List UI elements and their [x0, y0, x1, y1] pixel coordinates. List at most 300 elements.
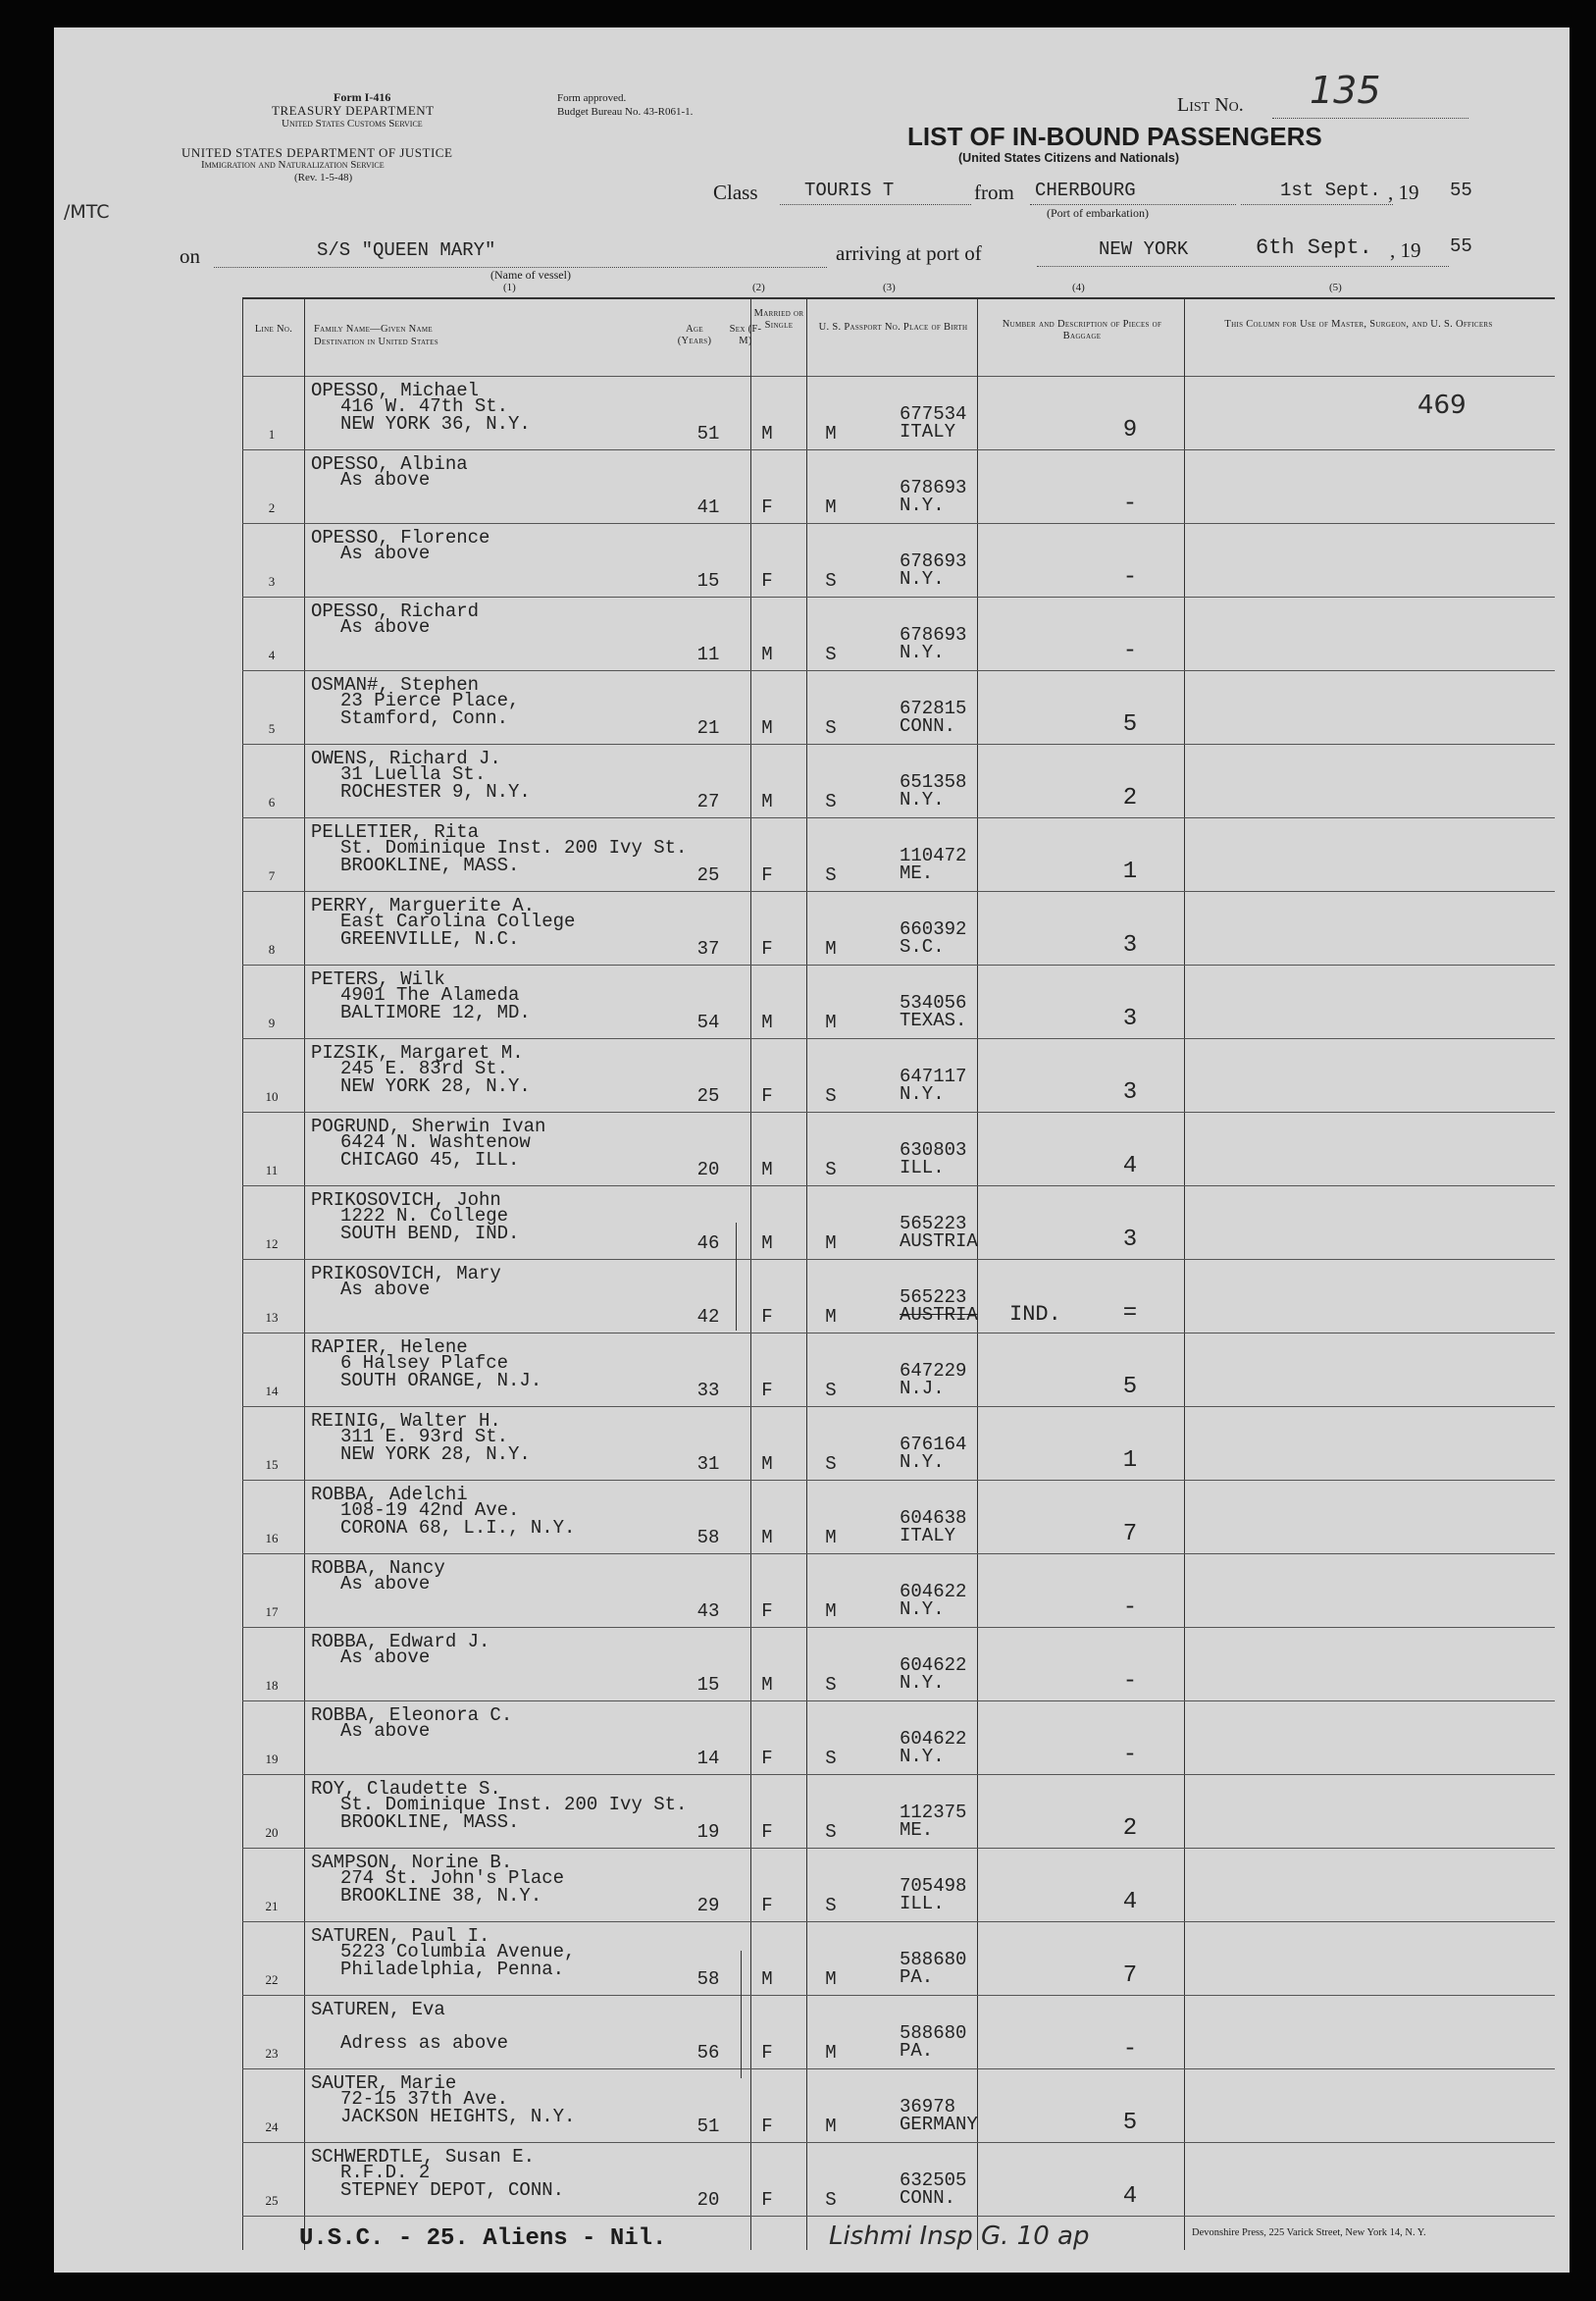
passport-number: 534056: [900, 992, 967, 1014]
arrival-date: 6th Sept.: [1256, 235, 1372, 260]
sex-value: F: [761, 1748, 773, 1769]
address-line-2: Stamford, Conn.: [340, 707, 509, 729]
place-of-birth: N.J.: [900, 1378, 945, 1399]
sex-value: F: [761, 1821, 773, 1843]
sex-value: M: [761, 1159, 773, 1180]
table-row: [242, 1627, 1555, 1700]
column-number-3: (3): [883, 282, 896, 293]
place-of-birth: N.Y.: [900, 642, 945, 663]
marital-status: M: [825, 497, 837, 518]
passport-number: 565223: [900, 1286, 967, 1308]
from-value: CHERBOURG: [1035, 180, 1136, 201]
passenger-name: OPESSO, Albina: [311, 453, 468, 475]
place-of-birth: CONN.: [900, 715, 956, 737]
sex-value: M: [761, 1527, 773, 1548]
passenger-name: SAUTER, Marie: [311, 2072, 457, 2094]
class-line: [780, 204, 971, 205]
address-line-1: 311 E. 93rd St.: [340, 1426, 509, 1447]
vessel-name: S/S "QUEEN MARY": [317, 239, 496, 261]
table-row: [242, 1038, 1555, 1112]
printer-imprint: Devonshire Press, 225 Varick Street, New York 14, N. Y.: [1192, 2227, 1426, 2238]
passenger-name: OWENS, Richard J.: [311, 748, 501, 769]
place-of-birth: N.Y.: [900, 1672, 945, 1694]
place-of-birth: ITALY: [900, 1525, 956, 1546]
passport-number: 705498: [900, 1875, 967, 1897]
marital-status: M: [825, 2042, 837, 2064]
ins-line: Immigration and Naturalization Service: [201, 159, 385, 171]
passenger-name: PIZSIK, Margaret M.: [311, 1042, 524, 1064]
table-row: [242, 1406, 1555, 1480]
class-label: Class: [713, 181, 758, 204]
baggage-count: -: [1122, 1742, 1138, 1768]
marital-status: S: [825, 1821, 837, 1843]
address-line-2: BROOKLINE, MASS.: [340, 855, 520, 876]
margin-note: /MTC: [64, 201, 110, 223]
address-line-2: BROOKLINE, MASS.: [340, 1811, 520, 1833]
sex-value: F: [761, 2116, 773, 2137]
place-of-birth: ME.: [900, 1819, 934, 1841]
arrival-year: 55: [1450, 235, 1472, 257]
baggage-count: 3: [1122, 1227, 1138, 1253]
place-of-birth: ITALY: [900, 421, 956, 443]
passenger-name: REINIG, Walter H.: [311, 1410, 501, 1432]
table-row: [242, 670, 1555, 744]
place-of-birth: N.Y.: [900, 1746, 945, 1767]
header-sex: Sex (F-M): [729, 324, 762, 346]
header-age: Age (Years): [677, 324, 712, 346]
table-row: [242, 1333, 1555, 1406]
marital-status: M: [825, 1306, 837, 1328]
header-officers: This Column for Use of Master, Surgeon, and U. S. Officers: [1224, 319, 1493, 330]
table-row: [242, 449, 1555, 523]
age-value: 11: [696, 644, 720, 665]
place-of-birth: PA.: [900, 1966, 934, 1988]
passport-number: 565223: [900, 1213, 967, 1234]
passport-number: 672815: [900, 698, 967, 719]
line-number: 24: [265, 2119, 279, 2134]
marital-status: M: [825, 423, 837, 445]
age-value: 31: [696, 1453, 720, 1475]
place-of-birth: N.Y.: [900, 495, 945, 516]
line-number: 5: [268, 721, 276, 736]
family-bracket: [726, 1223, 737, 1331]
passenger-name: ROY, Claudette S.: [311, 1778, 501, 1800]
address-line-1: East Carolina College: [340, 911, 576, 932]
line-number: 21: [265, 1899, 279, 1913]
marital-status: M: [825, 1968, 837, 1990]
passenger-name: SCHWERDTLE, Susan E.: [311, 2146, 536, 2168]
baggage-count: 5: [1122, 2110, 1138, 2136]
column-number-4: (4): [1072, 282, 1085, 293]
passenger-name: OSMAN#, Stephen: [311, 674, 480, 696]
place-of-birth: N.Y.: [900, 1083, 945, 1105]
place-of-birth: N.Y.: [900, 789, 945, 811]
sex-value: F: [761, 497, 773, 518]
table-row: [242, 1700, 1555, 1774]
baggage-count: 5: [1122, 1374, 1138, 1400]
sex-value: F: [761, 938, 773, 960]
address-line-2: JACKSON HEIGHTS, N.Y.: [340, 2106, 576, 2127]
age-value: 54: [696, 1012, 720, 1033]
passport-number: 632505: [900, 2170, 967, 2191]
address-line-1: 6424 N. Washtenow: [340, 1131, 531, 1153]
line-number: 12: [265, 1236, 279, 1251]
column-number-1: (1): [503, 282, 516, 293]
passenger-name: OPESSO, Michael: [311, 380, 480, 401]
address-line-1: As above: [340, 1647, 431, 1668]
address-line-1: 23 Pierce Place,: [340, 690, 520, 711]
age-value: 51: [696, 2116, 720, 2137]
address-line-1: 1222 N. College: [340, 1205, 509, 1227]
passport-number: 630803: [900, 1139, 967, 1161]
page-subtitle: (United States Citizens and Nationals): [958, 151, 1180, 165]
header-line-no: Line No.: [254, 324, 293, 335]
table-row: [242, 523, 1555, 597]
sex-value: M: [761, 1012, 773, 1033]
sex-value: M: [761, 717, 773, 739]
column-number-5: (5): [1329, 282, 1342, 293]
header-baggage: Number and Description of Pieces of Baggage: [1002, 319, 1162, 341]
marital-status: S: [825, 1453, 837, 1475]
table-row: [242, 1921, 1555, 1995]
baggage-count: 4: [1122, 1153, 1138, 1179]
address-line-2: SOUTH BEND, IND.: [340, 1223, 520, 1244]
line-number: 8: [268, 942, 276, 957]
line-number: 2: [268, 500, 276, 515]
sex-value: M: [761, 1968, 773, 1990]
table-row: [242, 1259, 1555, 1333]
table-row: [242, 965, 1555, 1038]
passport-number: 604638: [900, 1507, 967, 1529]
baggage-count: 2: [1122, 785, 1138, 811]
address-line-1: 5223 Columbia Avenue,: [340, 1941, 576, 1962]
marital-status: M: [825, 2116, 837, 2137]
address-line-1: St. Dominique Inst. 200 Ivy St.: [340, 1794, 688, 1815]
place-of-birth: AUSTRIA: [900, 1230, 978, 1252]
age-value: 15: [696, 1674, 720, 1696]
passenger-name: SATUREN, Eva: [311, 1999, 445, 2020]
address-line-1: St. Dominique Inst. 200 Ivy St.: [340, 837, 688, 859]
line-number: 1: [268, 427, 276, 442]
line-number: 4: [268, 648, 276, 662]
passport-number: 647117: [900, 1066, 967, 1087]
line-number: 14: [265, 1384, 279, 1398]
passenger-name: PELLETIER, Rita: [311, 821, 480, 843]
sex-value: M: [761, 1674, 773, 1696]
address-line-1: As above: [340, 469, 431, 491]
passport-number: 604622: [900, 1581, 967, 1602]
line-number: 7: [268, 868, 276, 883]
passenger-name: OPESSO, Richard: [311, 601, 480, 622]
arrival-port: NEW YORK: [1099, 238, 1189, 260]
age-value: 19: [696, 1821, 720, 1843]
row-divider: [242, 2216, 1555, 2217]
budget-bureau: Budget Bureau No. 43-R061-1.: [557, 106, 694, 118]
passenger-name: SAMPSON, Norine B.: [311, 1852, 513, 1873]
line-number: 6: [268, 795, 276, 810]
passenger-name: PETERS, Wilk: [311, 968, 445, 990]
sex-value: F: [761, 1085, 773, 1107]
address-line-2: STEPNEY DEPOT, CONN.: [340, 2179, 565, 2201]
sex-value: M: [761, 791, 773, 812]
address-line-1: 416 W. 47th St.: [340, 395, 509, 417]
table-row: [242, 1480, 1555, 1553]
age-value: 43: [696, 1600, 720, 1622]
address-line-1: R.F.D. 2: [340, 2162, 431, 2183]
embark-year: 55: [1450, 180, 1472, 201]
address-line-1: As above: [340, 1573, 431, 1595]
age-value: 42: [696, 1306, 720, 1328]
sex-value: M: [761, 1232, 773, 1254]
revision-line: (Rev. 1-5-48): [294, 172, 353, 183]
age-value: 25: [696, 864, 720, 886]
table-row: [242, 1848, 1555, 1921]
marital-status: S: [825, 1085, 837, 1107]
baggage-count: 1: [1122, 859, 1138, 885]
address-line-2: ROCHESTER 9, N.Y.: [340, 781, 531, 803]
place-of-birth: PA.: [900, 2040, 934, 2062]
age-value: 37: [696, 938, 720, 960]
passport-number: 676164: [900, 1434, 967, 1455]
line-number: 11: [265, 1163, 279, 1177]
line-number: 18: [265, 1678, 279, 1693]
place-of-birth: N.Y.: [900, 1451, 945, 1473]
baggage-count: 7: [1122, 1521, 1138, 1547]
address-line-2: CORONA 68, L.I., N.Y.: [340, 1517, 576, 1539]
passport-number: 677534: [900, 403, 967, 425]
from-label: from: [974, 181, 1014, 204]
justice-heading: UNITED STATES DEPARTMENT OF JUSTICE: [181, 145, 453, 160]
birth-correction: IND.: [1009, 1302, 1061, 1327]
baggage-count: -: [1122, 491, 1138, 517]
address-line-1: 6 Halsey Plafce: [340, 1352, 509, 1374]
class-value: TOURIS T: [804, 180, 895, 201]
baggage-count: 9: [1122, 417, 1138, 444]
place-of-birth: ILL.: [900, 1893, 945, 1914]
passport-number: 647229: [900, 1360, 967, 1382]
passport-number: 678693: [900, 477, 967, 498]
passenger-name: OPESSO, Florence: [311, 527, 490, 549]
sex-value: F: [761, 1600, 773, 1622]
baggage-count: -: [1122, 1668, 1138, 1695]
place-of-birth: N.Y.: [900, 1598, 945, 1620]
address-line-1: As above: [340, 616, 431, 638]
family-bracket: [731, 1951, 742, 2078]
officer-annotation: 469: [1417, 391, 1467, 420]
baggage-count: 1: [1122, 1447, 1138, 1474]
sex-value: F: [761, 1380, 773, 1401]
address-line-2: SOUTH ORANGE, N.J.: [340, 1370, 542, 1391]
address-line-2: GREENVILLE, N.C.: [340, 928, 520, 950]
place-of-birth: ILL.: [900, 1157, 945, 1178]
header-name: Family Name—Given Name: [314, 324, 434, 335]
passenger-name: POGRUND, Sherwin Ivan: [311, 1116, 546, 1137]
port-line: [1037, 266, 1449, 267]
place-of-birth: AUSTRIA: [900, 1304, 978, 1326]
table-row: [242, 1774, 1555, 1848]
arriving-label: arriving at port of: [836, 241, 982, 265]
list-no-value: 135: [1310, 69, 1381, 112]
age-value: 58: [696, 1527, 720, 1548]
address-line-1: 274 St. John's Place: [340, 1867, 565, 1889]
age-value: 58: [696, 1968, 720, 1990]
age-value: 46: [696, 1232, 720, 1254]
address-line-1: As above: [340, 543, 431, 564]
line-number: 10: [265, 1089, 279, 1104]
age-value: 20: [696, 2189, 720, 2211]
marital-status: S: [825, 2189, 837, 2211]
address-line-1: 4901 The Alameda: [340, 984, 520, 1006]
marital-status: S: [825, 717, 837, 739]
header-destination: Destination in United States: [314, 337, 438, 347]
sex-value: F: [761, 864, 773, 886]
table-row: [242, 2142, 1555, 2216]
age-value: 27: [696, 791, 720, 812]
address-line-2: Adress as above: [340, 2032, 509, 2054]
table-row: [242, 1112, 1555, 1185]
place-of-birth: S.C.: [900, 936, 945, 958]
baggage-count: 4: [1122, 1889, 1138, 1915]
passenger-name: RAPIER, Helene: [311, 1336, 468, 1358]
list-no-line: [1272, 118, 1468, 119]
address-line-2: Philadelphia, Penna.: [340, 1959, 565, 1980]
table-row: [242, 1553, 1555, 1627]
marital-status: S: [825, 1674, 837, 1696]
table-row: [242, 597, 1555, 670]
inspector-signature: Lishmi Insp G. 10 ap: [829, 2222, 1090, 2251]
passenger-name: PRIKOSOVICH, Mary: [311, 1263, 501, 1284]
line-number: 15: [265, 1457, 279, 1472]
sex-value: F: [761, 2042, 773, 2064]
form-number: Form I-416: [334, 90, 391, 104]
place-of-birth: CONN.: [900, 2187, 956, 2209]
sex-value: M: [761, 1453, 773, 1475]
age-value: 56: [696, 2042, 720, 2064]
baggage-count: 4: [1122, 2183, 1138, 2210]
address-line-1: As above: [340, 1279, 431, 1300]
marital-status: M: [825, 1600, 837, 1622]
place-of-birth: TEXAS.: [900, 1010, 967, 1031]
age-value: 21: [696, 717, 720, 739]
baggage-count: -: [1122, 2036, 1138, 2063]
address-line-2: NEW YORK 28, N.Y.: [340, 1075, 531, 1097]
table-top-border: [242, 297, 1555, 299]
age-value: 51: [696, 423, 720, 445]
line-number: 22: [265, 1972, 279, 1987]
address-line-1: 108-19 42nd Ave.: [340, 1499, 520, 1521]
marital-status: S: [825, 1159, 837, 1180]
baggage-count: -: [1122, 638, 1138, 664]
header-married: Married or Single: [753, 308, 804, 331]
embark-date-line: [1241, 204, 1393, 205]
form-approved: Form approved.: [557, 92, 627, 104]
age-value: 15: [696, 570, 720, 592]
table-row: [242, 744, 1555, 817]
sex-value: M: [761, 423, 773, 445]
manifest-page: [54, 27, 1570, 2273]
baggage-count: 7: [1122, 1962, 1138, 1989]
vessel-caption: (Name of vessel): [490, 268, 571, 282]
table-row: [242, 1995, 1555, 2068]
baggage-count: -: [1122, 1595, 1138, 1621]
age-value: 29: [696, 1895, 720, 1916]
address-line-2: BROOKLINE 38, N.Y.: [340, 1885, 542, 1907]
marital-status: S: [825, 1748, 837, 1769]
place-of-birth: GERMANY: [900, 2114, 978, 2135]
marital-status: M: [825, 938, 837, 960]
line-number: 20: [265, 1825, 279, 1840]
passport-number: 651358: [900, 771, 967, 793]
header-passport: U. S. Passport No. Place of Birth: [818, 322, 968, 333]
sex-value: F: [761, 570, 773, 592]
age-value: 20: [696, 1159, 720, 1180]
baggage-count: 3: [1122, 1079, 1138, 1106]
baggage-count: 2: [1122, 1815, 1138, 1842]
passport-number: 110472: [900, 845, 967, 866]
treasury-heading: TREASURY DEPARTMENT: [272, 103, 435, 118]
embark-year-prefix: , 19: [1388, 181, 1419, 204]
passenger-name: ROBBA, Edward J.: [311, 1631, 490, 1652]
list-no-label: List No.: [1177, 94, 1244, 116]
table-row: [242, 891, 1555, 965]
sex-value: F: [761, 1895, 773, 1916]
marital-status: M: [825, 1527, 837, 1548]
arrival-year-prefix: , 19: [1390, 238, 1421, 262]
passenger-name: PERRY, Marguerite A.: [311, 895, 536, 916]
table-row: [242, 376, 1555, 449]
line-number: 25: [265, 2193, 279, 2208]
baggage-count: 3: [1122, 932, 1138, 959]
passport-number: 588680: [900, 2022, 967, 2044]
sex-value: F: [761, 2189, 773, 2211]
baggage-count: 3: [1122, 1006, 1138, 1032]
page-title: LIST OF IN-BOUND PASSENGERS: [907, 122, 1322, 151]
age-value: 25: [696, 1085, 720, 1107]
from-line: [1030, 204, 1236, 205]
baggage-count: 5: [1122, 711, 1138, 738]
place-of-birth: N.Y.: [900, 568, 945, 590]
line-number: 9: [268, 1016, 276, 1030]
passenger-name: ROBBA, Eleonora C.: [311, 1704, 513, 1726]
marital-status: S: [825, 1895, 837, 1916]
passport-number: 660392: [900, 918, 967, 940]
customs-line: United States Customs Service: [282, 118, 423, 130]
address-line-2: BALTIMORE 12, MD.: [340, 1002, 531, 1023]
line-number: 13: [265, 1310, 279, 1325]
address-line-2: NEW YORK 36, N.Y.: [340, 413, 531, 435]
address-line-1: 31 Luella St.: [340, 763, 487, 785]
address-line-1: As above: [340, 1720, 431, 1742]
address-line-2: NEW YORK 28, N.Y.: [340, 1443, 531, 1465]
line-number: 16: [265, 1531, 279, 1545]
sex-value: F: [761, 1306, 773, 1328]
sex-value: M: [761, 644, 773, 665]
column-number-2: (2): [752, 282, 765, 293]
marital-status: S: [825, 570, 837, 592]
place-of-birth: ME.: [900, 863, 934, 884]
marital-status: S: [825, 644, 837, 665]
passenger-name: ROBBA, Adelchi: [311, 1484, 468, 1505]
address-line-1: 72-15 37th Ave.: [340, 2088, 509, 2110]
address-line-1: 245 E. 83rd St.: [340, 1058, 509, 1079]
footer-summary: U.S.C. - 25. Aliens - Nil.: [299, 2225, 667, 2252]
baggage-count: -: [1122, 564, 1138, 591]
line-number: 3: [268, 574, 276, 589]
age-value: 14: [696, 1748, 720, 1769]
embark-date: 1st Sept.: [1280, 180, 1381, 201]
marital-status: S: [825, 791, 837, 812]
passport-number: 604622: [900, 1728, 967, 1750]
